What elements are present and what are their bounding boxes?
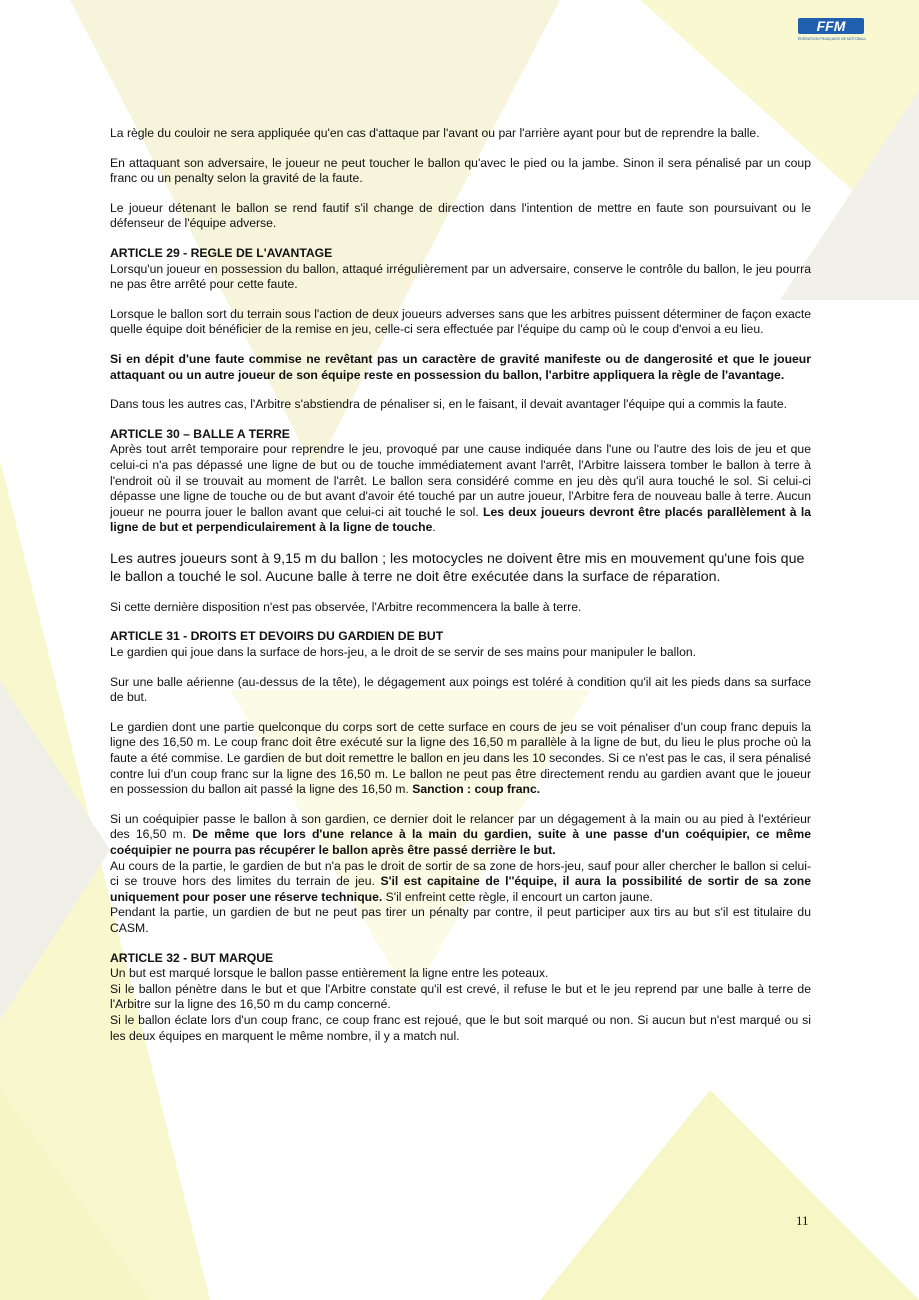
bg-triangle-bottom-right xyxy=(540,1090,919,1300)
article-32-title: ARTICLE 32 - BUT MARQUE xyxy=(110,950,274,965)
text-run-bold: De même que lors d'une relance à la main du gardien, suite à une passe d'un coéquipier, ce même coéquipier ne pourra pas récupérer le ballon après être passé derrière le but. xyxy=(110,827,811,857)
logo-text: FFM xyxy=(816,18,846,34)
paragraph: Lorsque le ballon sort du terrain sous l'action de deux joueurs adverses sans que les arbitres puissent déterminer de façon exacte quelle équipe doit bénéficier de la remise en jeu, celle-ci sera effectuée par l'équipe du camp où le coup d'envoi a eu lieu. xyxy=(110,306,811,337)
paragraph: Dans tous les autres cas, l'Arbitre s'abstiendra de pénaliser si, en le faisant, il devait avantager l'équipe qui a commis la faute. xyxy=(110,397,787,412)
page-number: 11 xyxy=(796,1213,809,1228)
paragraph: Si le ballon pénètre dans le but et que l'Arbitre constate qu'il est crevé, il refuse le but et le jeu reprend par une balle à terre de l'Arbitre sur la ligne des 16,50 m du camp concerné. xyxy=(110,981,811,1012)
text-run: Si un coéquipier passe le ballon à son gardien, ce dernier doit le relancer par un dégagement à la main ou au pied à l'extérieur des 16,50 m. xyxy=(110,811,811,842)
paragraph: Sur une balle aérienne (au-dessus de la tête), le dégagement aux poings est toléré à condition qu'il ait les pieds dans sa surface de but. xyxy=(110,674,811,705)
paragraph: Si le ballon éclate lors d'un coup franc, ce coup franc est rejoué, que le but soit marqué ou non. Si aucun but n'est marqué ou si les deux équipes en marquent le même nombre, il y a match nul. xyxy=(110,1012,811,1043)
article-30-title: ARTICLE 30 – BALLE A TERRE xyxy=(110,426,290,441)
paragraph xyxy=(110,812,811,859)
article-31-title: ARTICLE 31 - DROITS ET DEVOIRS DU GARDIEN DE BUT xyxy=(110,629,444,644)
paragraph-bold: Si en dépit d'une faute commise ne revêtant pas un caractère de gravité manifeste ou de dangerosité et que le joueur attaquant ou un autre joueur de son équipe reste en possession du ballon, l'arbitre appliquera la règle de l'avantage. xyxy=(110,351,811,382)
paragraph xyxy=(110,859,811,906)
paragraph: Un but est marqué lorsque le ballon passe entièrement la ligne entre les poteaux. xyxy=(110,966,549,981)
paragraph-large: Les autres joueurs sont à 9,15 m du ballon ; les motocycles ne doivent être mis en mouvement qu'une fois que le ballon a touché le sol. Aucune balle à terre ne doit être exécutée dans la surface de réparation. xyxy=(110,550,805,585)
ffm-logo xyxy=(798,16,866,42)
text-run-bold: Les deux joueurs devront être placés parallèlement à la ligne de but et perpendiculairement à la ligne de touche xyxy=(110,504,811,535)
paragraph: Si cette dernière disposition n'est pas observée, l'Arbitre recommencera la balle à terre. xyxy=(110,599,582,614)
paragraph: Pendant la partie, un gardien de but ne peut pas tirer un pénalty par contre, il peut participer aux tirs au but s'il est titulaire du CASM. xyxy=(110,905,811,935)
paragraph xyxy=(110,442,811,536)
document-body xyxy=(110,126,811,1044)
text-run: S'il enfreint cette règle, il encourt un carton jaune. xyxy=(382,889,653,904)
text-run-bold: Sanction : coup franc. xyxy=(412,782,541,797)
text-run: Au cours de la partie, le gardien de but n'a pas le droit de sortir de sa zone de hors-jeu, sauf pour aller chercher le ballon si celui-ci se trouve hors des limites du terrain de jeu. xyxy=(110,858,811,889)
paragraph: Lorsqu'un joueur en possession du ballon, attaqué irrégulièrement par un adversaire, conserve le contrôle du ballon, le jeu pourra ne pas être arrêté pour cette faute. xyxy=(110,261,811,292)
paragraph: La règle du couloir ne sera appliquée qu'en cas d'attaque par l'avant ou par l'arrière ayant pour but de reprendre la balle. xyxy=(110,126,760,140)
text-run: Après tout arrêt temporaire pour reprendre le jeu, provoqué par une cause indiquée dans l'une ou l'autre des lois de jeu et que celui-ci n'a pas dépassé une ligne de but ou de touche immédiatement avant l'arrêt, l'Arbitre laissera tomber le ballon à terre à l'endroit où il se trouvait au moment de l'arrêt. Le ballon sera considéré comme en jeu dès qu'il aura touché le sol. Si celui-ci dépasse une ligne de touche ou de but avant d'avoir été touché par un autre joueur, l'Arbitre fera de nouveau balle à terre. Aucun joueur ne pourra jouer le ballon avant que celui-ci ait touché le sol. xyxy=(110,442,811,519)
logo-subtext: FÉDÉRATION FRANÇAISE DE MOTOBALL xyxy=(798,37,866,41)
article-29-title: ARTICLE 29 - REGLE DE L'AVANTAGE xyxy=(110,245,333,260)
paragraph: Le gardien qui joue dans la surface de hors-jeu, a le droit de se servir de ses mains pour manipuler le ballon. xyxy=(110,645,697,660)
text-run: . xyxy=(432,520,436,535)
paragraph xyxy=(110,720,811,798)
paragraph: Le joueur détenant le ballon se rend fautif s'il change de direction dans l'intention de mettre en faute son poursuivant ou le défenseur de l'équipe adverse. xyxy=(110,200,811,231)
text-run: Le gardien dont une partie quelconque du corps sort de cette surface en cours de jeu se voit pénaliser d'un coup franc depuis la ligne des 16,50 m. Le coup franc doit être exécuté sur la ligne des 16,50 m parallèle à la ligne de but, du lieu le plus proche où la faute a été commise. Le gardien de but doit remettre le ballon en jeu dans les 10 secondes. Si ce n'est pas le cas, il sera pénalisé contre lui d'un coup franc sur la ligne des 16,50 m. Le ballon ne peut pas être directement rendu au gardien avant que le joueur en possession du ballon ait passé la ligne des 16,50 m. xyxy=(110,719,811,797)
text-run-bold: S'il est capitaine de l''équipe, il aura la possibilité de sortir de sa zone uniquement pour poser une réserve technique. xyxy=(110,874,812,904)
paragraph: En attaquant son adversaire, le joueur ne peut toucher le ballon qu'avec le pied ou la jambe. Sinon il sera pénalisé par un coup franc ou un penalty selon la gravité de la faute. xyxy=(110,155,811,186)
